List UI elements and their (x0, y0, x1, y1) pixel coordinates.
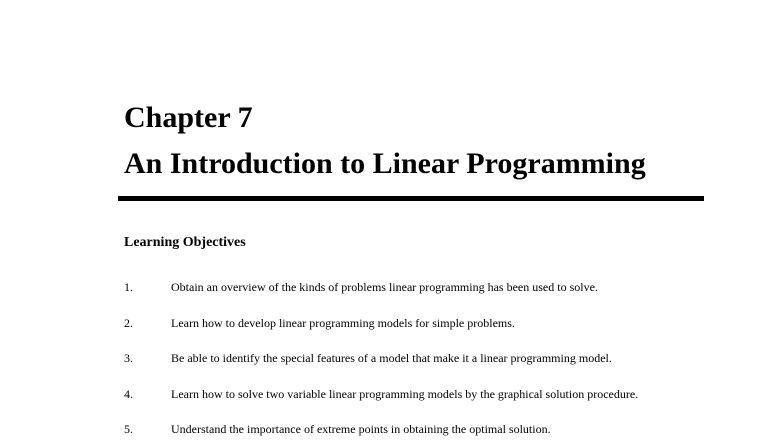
objective-number: 1. (124, 280, 133, 294)
objective-item (0, 349, 784, 367)
objective-number: 4. (124, 387, 133, 401)
chapter-title-heading: An Introduction to Linear Programming (124, 147, 646, 180)
objective-text: Understand the importance of extreme points in obtaining the optimal solution. (171, 422, 551, 436)
objective-text: Learn how to solve two variable linear programming models by the graphical solution procedure. (171, 387, 639, 401)
objective-number: 5. (124, 422, 133, 436)
objective-item (0, 314, 784, 332)
objective-number: 3. (124, 351, 133, 365)
objective-text: Be able to identify the special features of a model that make it a linear programming model. (171, 351, 612, 365)
objective-item (0, 278, 784, 296)
objective-number: 2. (124, 316, 133, 330)
objective-item (0, 385, 784, 403)
objective-text: Learn how to develop linear programming models for simple problems. (171, 316, 515, 330)
objective-text: Obtain an overview of the kinds of problems linear programming has been used to solve. (171, 280, 598, 294)
learning-objectives-heading: Learning Objectives (124, 235, 246, 250)
title-divider-rule (118, 196, 704, 201)
chapter-number-heading: Chapter 7 (124, 101, 253, 134)
objective-item (0, 420, 784, 438)
